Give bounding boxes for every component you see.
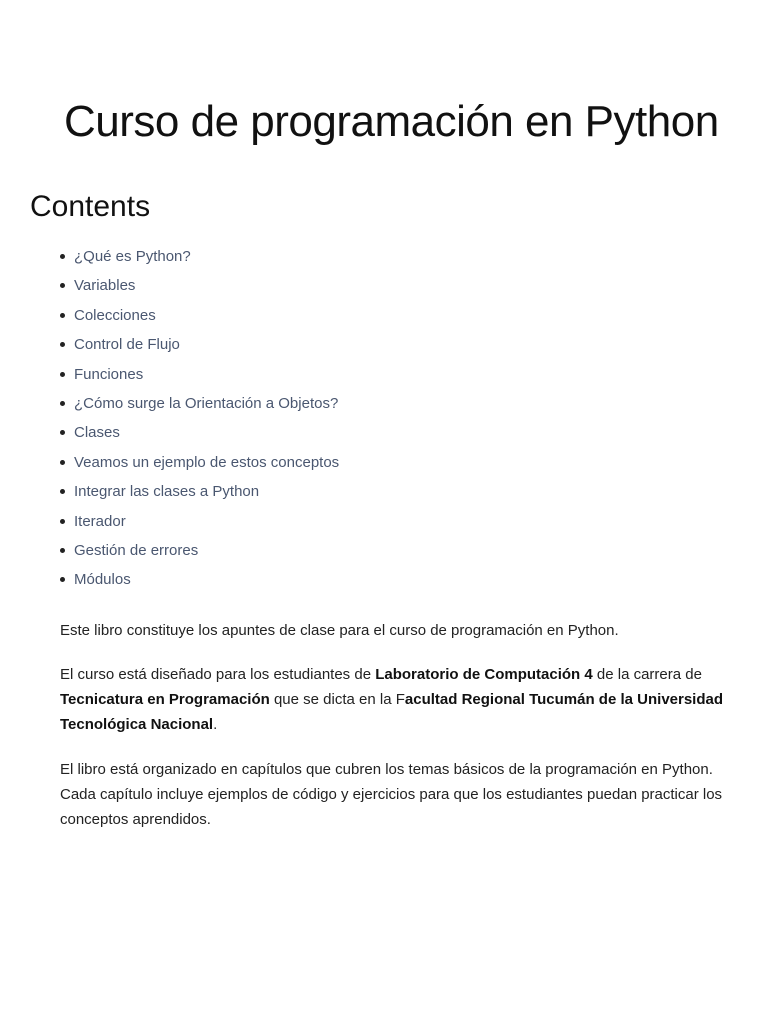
toc-link-integrar-clases[interactable]: Integrar las clases a Python	[74, 483, 260, 501]
course-institution: acultad Regional Tucumán de la Universidad Tecnológica Nacional	[60, 691, 724, 733]
toc-item	[74, 330, 339, 359]
course-text-3: que se dicta en la F	[269, 691, 405, 708]
toc-link-variables[interactable]: Variables	[74, 277, 136, 295]
toc-link-funciones[interactable]: Funciones	[74, 365, 144, 383]
toc-item	[74, 389, 339, 418]
toc-link-control-de-flujo[interactable]: Control de Flujo	[74, 336, 180, 354]
course-text-2: de la carrera de	[592, 666, 702, 683]
course-text-4: .	[213, 716, 218, 733]
toc-link-ejemplo-conceptos[interactable]: Veamos un ejemplo de estos conceptos	[74, 453, 340, 471]
intro-paragraph: Este libro constituye los apuntes de clase para el curso de programación en Python.	[60, 622, 619, 639]
toc-link-clases[interactable]: Clases	[74, 424, 120, 442]
toc-item	[74, 565, 339, 594]
course-paragraph	[60, 662, 750, 737]
page-title: Curso de programación en Python	[64, 97, 719, 146]
toc-link-que-es-python[interactable]: ¿Qué es Python?	[74, 248, 191, 265]
toc-item	[74, 242, 339, 271]
table-of-contents	[74, 242, 339, 595]
toc-item	[74, 448, 339, 477]
toc-item	[74, 271, 339, 300]
toc-link-gestion-errores[interactable]: Gestión de errores	[74, 541, 199, 559]
course-subject: Laboratorio de Computación 4	[375, 666, 593, 683]
toc-link-iterador[interactable]: Iterador	[74, 512, 126, 530]
toc-item	[74, 507, 339, 536]
toc-link-orientacion-objetos[interactable]: ¿Cómo surge la Orientación a Objetos?	[74, 394, 339, 412]
course-text-1: El curso está diseñado para los estudiantes de	[60, 666, 376, 683]
toc-item	[74, 360, 339, 389]
organization-paragraph: El libro está organizado en capítulos que cubren los temas básicos de la programación en Python. Cada capítulo incluye ejemplos de código y ejercicios para que los estudiantes puedan practicar los conceptos aprendidos.	[60, 761, 723, 828]
toc-item	[74, 536, 339, 565]
toc-link-modulos[interactable]: Módulos	[74, 571, 131, 589]
toc-item	[74, 301, 339, 330]
toc-item	[74, 418, 339, 447]
toc-link-colecciones[interactable]: Colecciones	[74, 306, 156, 324]
toc-item	[74, 477, 339, 506]
contents-heading: Contents	[30, 190, 151, 223]
course-degree: Tecnicatura en Programación	[60, 691, 270, 708]
